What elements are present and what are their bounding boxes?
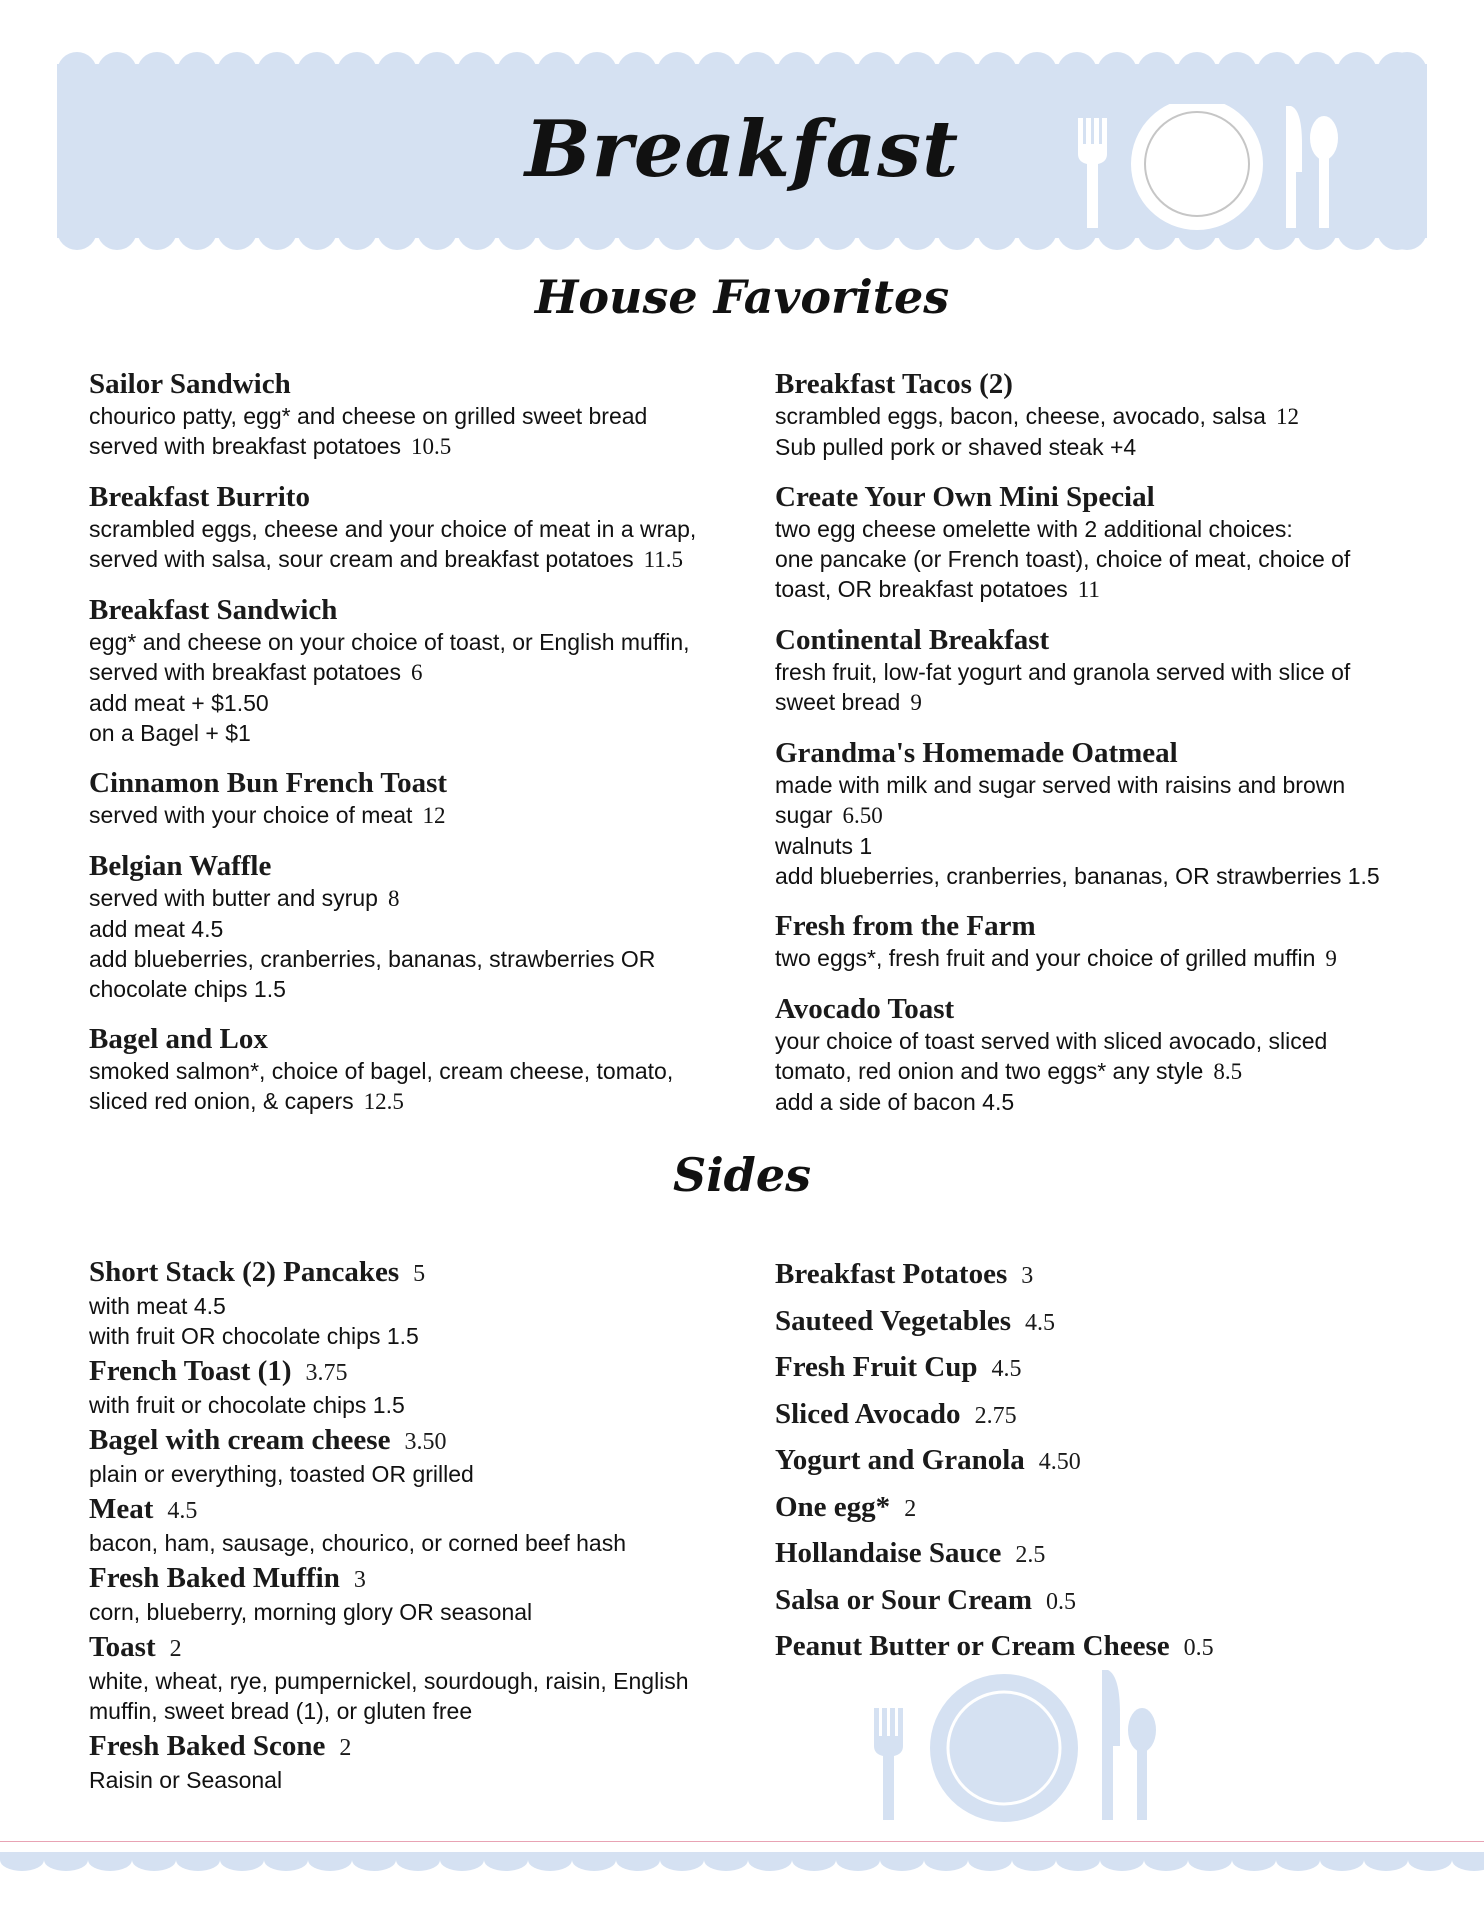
menu-item-description: scrambled eggs, bacon, cheese, avocado, salsa 12 <box>775 403 1299 429</box>
side-item-name: Breakfast Potatoes 3 <box>775 1258 1034 1290</box>
side-item-price: 3.75 <box>305 1360 348 1386</box>
menu-item-price: 11 <box>1077 577 1100 602</box>
scallop-wave <box>1144 1852 1188 1871</box>
menu-item-name: Fresh from the Farm <box>775 910 1036 942</box>
side-item-name: French Toast (1) 3.75 <box>89 1355 348 1387</box>
side-item-description: plain or everything, toasted OR grilled <box>89 1461 474 1487</box>
side-item-price: 0.5 <box>1046 1588 1076 1615</box>
menu-item-description: sweet bread 9 <box>775 689 922 715</box>
side-item-name: Toast 2 <box>89 1631 182 1663</box>
house-favorites-right-column <box>775 368 1415 1136</box>
side-item-price: 2.5 <box>1015 1542 1046 1568</box>
scallop-wave <box>704 1852 748 1871</box>
menu-item-name: Bagel and Lox <box>89 1023 268 1055</box>
side-item <box>89 1493 749 1558</box>
scallop-wave <box>1364 1852 1408 1871</box>
menu-item-name: Cinnamon Bun French Toast <box>89 767 448 799</box>
side-item-price: 4.5 <box>167 1498 198 1524</box>
scallop-wave <box>1188 1852 1232 1871</box>
menu-item-description: two eggs*, fresh fruit and your choice of grilled muffin 9 <box>775 945 1337 971</box>
scallop-wave <box>1452 1852 1484 1871</box>
menu-item-description: your choice of toast served with sliced avocado, sliced <box>775 1028 1328 1054</box>
scallop-wave <box>792 1852 836 1871</box>
menu-item-description: fresh fruit, low-fat yogurt and granola served with slice of <box>775 659 1351 685</box>
menu-item-description: served with salsa, sour cream and breakfast potatoes 11.5 <box>89 546 684 572</box>
menu-item-price: 10.5 <box>410 434 452 459</box>
menu-item-addon: add meat + $1.50 <box>89 690 269 716</box>
side-item <box>89 1562 749 1627</box>
menu-item <box>775 368 1415 462</box>
scallop-wave <box>1100 1852 1144 1871</box>
menu-item-name: Breakfast Burrito <box>89 481 310 513</box>
side-item-description: with fruit OR chocolate chips 1.5 <box>89 1323 419 1349</box>
menu-item-addon: walnuts 1 <box>775 833 873 859</box>
side-item-description: corn, blueberry, morning glory OR seasonal <box>89 1599 533 1625</box>
side-item-name: Salsa or Sour Cream 0.5 <box>775 1583 1076 1616</box>
scallop-wave <box>484 1852 528 1871</box>
menu-item-price: 6 <box>410 660 423 685</box>
side-item-name: Yogurt and Granola 4.50 <box>775 1444 1081 1476</box>
menu-item-addon: Sub pulled pork or shaved steak +4 <box>775 434 1137 460</box>
scallop-wave <box>836 1852 880 1871</box>
menu-item-price: 12 <box>1275 404 1299 429</box>
scallop-wave <box>0 1852 44 1871</box>
fork-plate-knife-icon <box>872 1668 1158 1823</box>
scallop-wave <box>1408 1852 1452 1871</box>
side-item-name: Hollandaise Sauce 2.5 <box>775 1537 1046 1569</box>
menu-item-description: scrambled eggs, cheese and your choice of meat in a wrap, <box>89 516 697 542</box>
menu-item <box>89 767 749 831</box>
side-item-name: Sauteed Vegetables 4.5 <box>775 1304 1056 1337</box>
side-item-description: muffin, sweet bread (1), or gluten free <box>89 1698 473 1724</box>
side-item-description: with meat 4.5 <box>89 1293 226 1319</box>
menu-item-description: sliced red onion, & capers 12.5 <box>89 1088 404 1114</box>
side-item <box>89 1730 749 1795</box>
menu-item-name: Continental Breakfast <box>775 624 1050 656</box>
bottom-rule <box>0 1841 1484 1842</box>
menu-item <box>89 481 749 575</box>
scallop-wave <box>1012 1852 1056 1871</box>
side-item-price: 3 <box>1021 1263 1034 1289</box>
side-item-name: Meat 4.5 <box>89 1493 198 1525</box>
menu-item <box>775 624 1415 718</box>
side-item-price: 2.75 <box>974 1402 1017 1429</box>
side-item <box>89 1424 749 1489</box>
side-item-price: 2 <box>339 1735 352 1761</box>
menu-item-price: 8 <box>387 886 400 911</box>
side-item-price: 2 <box>904 1495 917 1522</box>
menu-item-addon: add blueberries, cranberries, bananas, strawberries OR <box>89 946 656 972</box>
scallop-wave <box>748 1852 792 1871</box>
side-item-price: 3.50 <box>404 1429 447 1455</box>
side-item <box>89 1631 749 1726</box>
scallop-wave <box>1232 1852 1276 1871</box>
menu-item-price: 9 <box>1325 946 1337 971</box>
menu-item-name: Sailor Sandwich <box>89 368 291 400</box>
menu-item-price: 11.5 <box>643 547 684 572</box>
menu-item-description: made with milk and sugar served with raisins and brown <box>775 772 1346 798</box>
scallop-wave <box>924 1852 968 1871</box>
side-item-name: Sliced Avocado 2.75 <box>775 1397 1017 1430</box>
menu-item <box>775 993 1415 1117</box>
menu-item-price: 12 <box>422 803 446 828</box>
menu-item-description: smoked salmon*, choice of bagel, cream cheese, tomato, <box>89 1058 674 1084</box>
side-item-name: Fresh Fruit Cup 4.5 <box>775 1351 1022 1383</box>
menu-item-price: 12.5 <box>363 1089 404 1114</box>
scallop-wave <box>660 1852 704 1871</box>
side-item-description: white, wheat, rye, pumpernickel, sourdough, raisin, English <box>89 1668 689 1694</box>
menu-item-price: 6.50 <box>842 803 883 828</box>
scallop-wave <box>880 1852 924 1871</box>
scallop-wave <box>132 1852 176 1871</box>
menu-item-name: Avocado Toast <box>775 993 955 1025</box>
scallop-wave <box>528 1852 572 1871</box>
menu-item-name: Breakfast Tacos (2) <box>775 368 1013 400</box>
menu-item-price: 8.5 <box>1213 1059 1243 1084</box>
menu-item-description: two egg cheese omelette with 2 additional choices: <box>775 516 1293 542</box>
menu-item-addon: add meat 4.5 <box>89 916 224 942</box>
menu-item <box>775 910 1415 974</box>
side-item-name: Bagel with cream cheese 3.50 <box>89 1424 447 1456</box>
menu-item <box>89 594 749 748</box>
menu-item-description: served with breakfast potatoes 6 <box>89 659 423 685</box>
side-item <box>89 1355 749 1420</box>
scallop-wave <box>1320 1852 1364 1871</box>
scallop-wave <box>1056 1852 1100 1871</box>
menu-item-description: egg* and cheese on your choice of toast, or English muffin, <box>89 629 690 655</box>
side-item-name: Peanut Butter or Cream Cheese 0.5 <box>775 1630 1214 1662</box>
scallop-wave <box>572 1852 616 1871</box>
scallop-wave <box>968 1852 1012 1871</box>
menu-item-addon: on a Bagel + $1 <box>89 720 251 746</box>
side-item-price: 5 <box>413 1261 426 1287</box>
bottom-scallop-border <box>0 1852 1484 1872</box>
side-item-name: One egg* 2 <box>775 1490 917 1523</box>
scallop-wave <box>352 1852 396 1871</box>
scallop-wave <box>220 1852 264 1871</box>
scallop-wave <box>616 1852 660 1871</box>
side-item-description: bacon, ham, sausage, chourico, or corned beef hash <box>89 1530 627 1556</box>
menu-item <box>775 737 1415 891</box>
menu-item <box>89 368 749 462</box>
scallop-wave <box>44 1852 88 1871</box>
sides-right-column <box>775 1252 1415 1671</box>
side-item-name: Fresh Baked Scone 2 <box>89 1730 352 1762</box>
scallop-wave <box>440 1852 484 1871</box>
side-item-price: 2 <box>169 1636 182 1662</box>
menu-item-description: tomato, red onion and two eggs* any style 8.5 <box>775 1058 1243 1084</box>
scallop-wave <box>176 1852 220 1871</box>
side-item-description: Raisin or Seasonal <box>89 1767 283 1793</box>
menu-item-description: chourico patty, egg* and cheese on grilled sweet bread <box>89 403 648 429</box>
menu-item <box>89 1023 749 1117</box>
page-title: Breakfast <box>524 104 960 195</box>
menu-item-description: one pancake (or French toast), choice of meat, choice of <box>775 546 1351 572</box>
menu-item-description: served with breakfast potatoes 10.5 <box>89 433 452 459</box>
house-favorites-left-column <box>89 368 749 1136</box>
side-item <box>89 1256 749 1351</box>
side-item-price: 4.5 <box>1025 1309 1056 1336</box>
scallop-wave <box>264 1852 308 1871</box>
menu-item-name: Breakfast Sandwich <box>89 594 338 626</box>
scallop-wave <box>396 1852 440 1871</box>
menu-item-name: Grandma's Homemade Oatmeal <box>775 737 1178 769</box>
side-item-name: Short Stack (2) Pancakes 5 <box>89 1256 426 1288</box>
scallop-wave <box>88 1852 132 1871</box>
menu-item-description: toast, OR breakfast potatoes 11 <box>775 576 1100 602</box>
scallop-wave <box>1276 1852 1320 1871</box>
menu-item-name: Create Your Own Mini Special <box>775 481 1155 513</box>
side-item-price: 4.50 <box>1038 1449 1081 1475</box>
menu-item-addon: add a side of bacon 4.5 <box>775 1089 1015 1115</box>
menu-item <box>775 481 1415 605</box>
menu-item-name: Belgian Waffle <box>89 850 272 882</box>
side-item-description: with fruit or chocolate chips 1.5 <box>89 1392 405 1418</box>
side-item-price: 4.5 <box>991 1356 1022 1382</box>
side-item-price: 3 <box>353 1567 366 1593</box>
sides-left-column <box>89 1256 749 1799</box>
menu-item <box>89 850 749 1004</box>
menu-item-description: sugar 6.50 <box>775 802 883 828</box>
menu-item-addon: add blueberries, cranberries, bananas, OR strawberries 1.5 <box>775 863 1380 889</box>
side-item-name: Fresh Baked Muffin 3 <box>89 1562 366 1594</box>
menu-item-price: 9 <box>910 690 922 715</box>
menu-item-description: served with butter and syrup 8 <box>89 885 400 911</box>
side-item-price: 0.5 <box>1183 1635 1214 1661</box>
sides-heading: Sides <box>672 1148 812 1202</box>
house-favorites-heading: House Favorites <box>534 270 950 324</box>
scallop-wave <box>308 1852 352 1871</box>
menu-item-description: served with your choice of meat 12 <box>89 802 446 828</box>
menu-item-addon: chocolate chips 1.5 <box>89 976 286 1002</box>
